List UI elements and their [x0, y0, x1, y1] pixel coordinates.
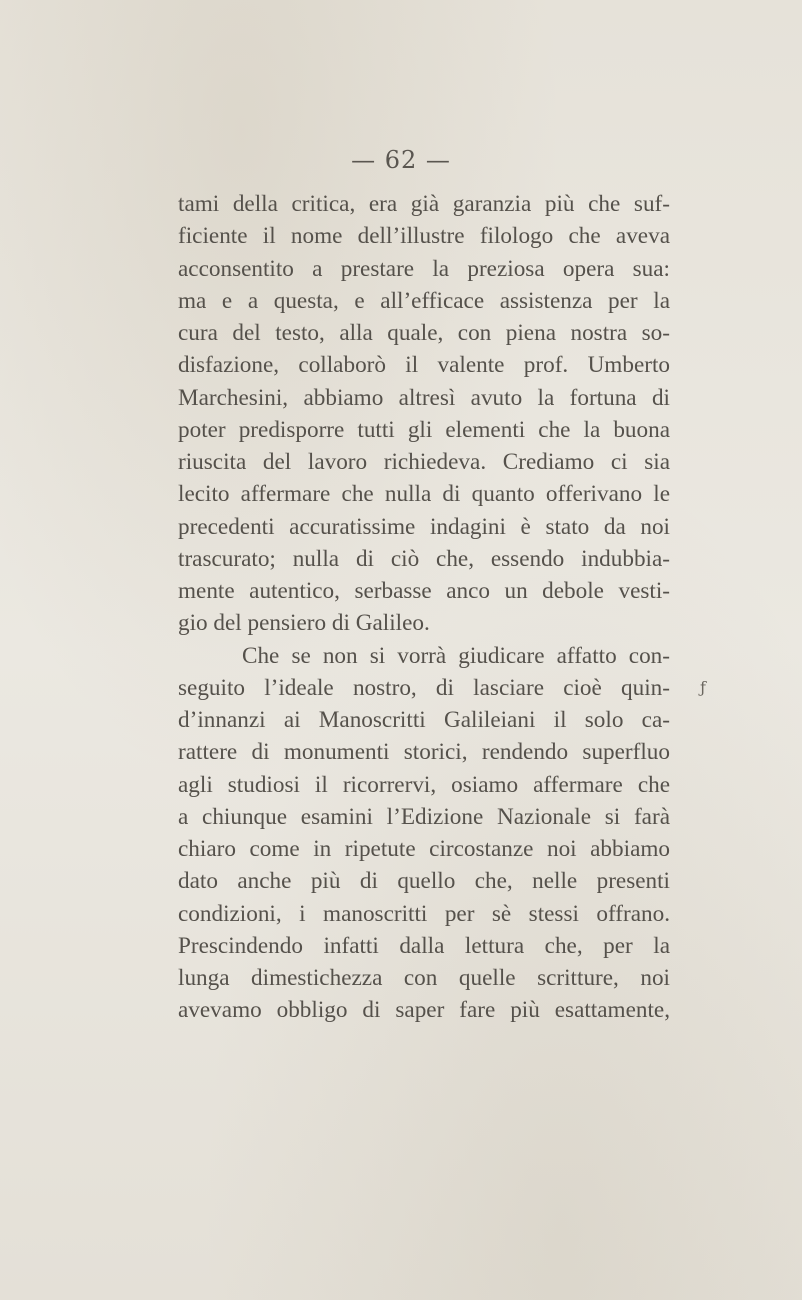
text-line: rattere di monumenti storici, rendendo superfluo [178, 739, 670, 766]
text-line: chiaro come in ripetute circostanze noi abbiamo [178, 836, 670, 862]
text-line: mente autentico, serbasse anco un debole vesti- [178, 578, 670, 604]
text-line: d’innanzi ai Manoscritti Galileiani il solo ca- [178, 707, 670, 733]
text-line: tami della critica, era già garanzia più che suf- [178, 191, 670, 217]
text-line: dato anche più di quello che, nelle presenti [178, 868, 670, 895]
page-number: — 62 — [351, 146, 451, 174]
text-line: poter predisporre tutti gli elementi che la buona [178, 416, 670, 443]
text-line: avevamo obbligo di saper fare più esattamente, [178, 997, 670, 1024]
margin-mark: ƒ [700, 678, 706, 697]
text-line: disfazione, collaborò il valente prof. Umberto [178, 352, 670, 379]
text-line: condizioni, i manoscritti per sè stessi offrano. [178, 900, 670, 927]
text-line: precedenti accuratissime indagini è stato da noi [178, 513, 670, 540]
text-line: a chiunque esamini l’Edizione Nazionale si farà [178, 803, 670, 830]
text-line: ma e a questa, e all’efficace assistenza per la [178, 287, 670, 314]
text-line: acconsentito a prestare la preziosa opera sua: [178, 255, 670, 282]
text-line: riuscita del lavoro richiedeva. Crediamo ci sia [178, 449, 670, 475]
text-line: agli studiosi il ricorrervi, osiamo affermare che [178, 771, 670, 798]
text-line: Marchesini, abbiamo altresì avuto la fortuna di [178, 384, 670, 411]
paragraph-end-line: gio del pensiero di Galileo. [178, 610, 430, 637]
text-line: cura del testo, alla quale, con piena nostra so- [178, 320, 670, 346]
text-line: lecito affermare che nulla di quanto offerivano le [178, 481, 670, 508]
text-line: trascurato; nulla di ciò che, essendo indubbia- [178, 545, 670, 572]
text-line: ficiente il nome dell’illustre filologo che aveva [178, 223, 670, 250]
text-line: seguito l’ideale nostro, di lasciare cioè quin- [178, 674, 670, 701]
body-text [178, 188, 670, 1027]
text-line: lunga dimestichezza con quelle scritture, noi [178, 965, 670, 991]
text-line: Prescindendo infatti dalla lettura che, per la [178, 932, 670, 959]
paragraph-start-line: Che se non si vorrà giudicare affatto con- [242, 642, 670, 669]
